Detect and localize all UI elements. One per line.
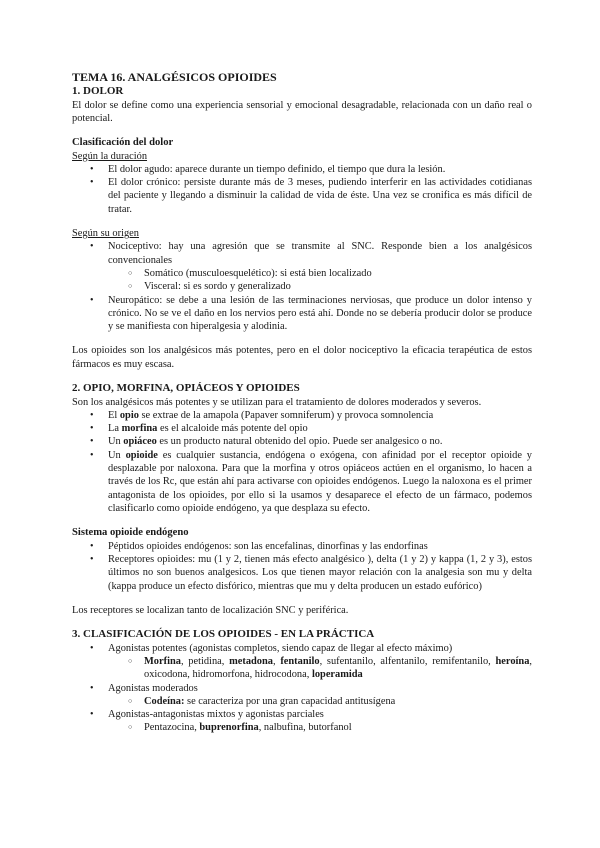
list-item: ○ Visceral: si es sordo y generalizado: [108, 280, 532, 293]
list-item: • Nociceptivo: hay una agresión que se transmite al SNC. Responde bien a los analgésicos convencionales ○ Somático (musculoesquelético): si está bien localizado ○ Visceral: si es sordo y generalizado: [72, 240, 532, 293]
list-item: • Receptores opioides: mu (1 y 2, tienen más efecto analgésico ), delta (1 y 2) y kappa (1, 2 y 3), estos últimos no son buenos analgesicos. Los que tienen mayor relación con la analgesia son mu y delta (kappa produce un efecto disfórico, mientras que mu y delta producen un estado eufórico): [72, 553, 532, 593]
opioides-note: Los opioides son los analgésicos más potentes, pero en el dolor nociceptivo la eficacia terapéutica de estos fármacos es muy escasa.: [72, 345, 532, 370]
list-item: • El dolor crónico: persiste durante más de 3 meses, pudiendo interferir en las actividades cotidianas del paciente y llegando a disminuir la calidad de vida de éste. Una vez se cronifica es más difícil de tratar.: [72, 176, 532, 216]
nociceptivo-sublist: [108, 267, 532, 294]
list-item: • La morfina es el alcaloide más potente del opio: [72, 422, 532, 435]
list-item: ○ Pentazocina, buprenorfina, nalbufina, butorfanol: [108, 721, 532, 734]
definitions-list: [72, 409, 532, 515]
list-item: • El dolor agudo: aparece durante un tiempo definido, el tiempo que dura la lesión.: [72, 163, 532, 176]
list-item: • Agonistas-antagonistas mixtos y agonistas parciales ○ Pentazocina, buprenorfina, nalbufina, butorfanol: [72, 708, 532, 735]
list-item: • Agonistas potentes (agonistas completos, siendo capaz de llegar al efecto máximo) ○ Morfina, petidina, metadona, fentanilo, sufentanilo, alfentanilo, remifentanilo, heroína, oxicodona, hidromorfona, hidrocodona, loperamida: [72, 642, 532, 682]
section-2-intro: Son los analgésicos más potentes y se utilizan para el tratamiento de dolores moderados y severos.: [72, 396, 482, 408]
moderados-sublist: [108, 695, 532, 708]
list-item: • Agonistas moderados ○ Codeína: se caracteriza por una gran capacidad antitusígena: [72, 682, 532, 709]
clasificacion-list: [72, 642, 532, 735]
section-1-heading: 1. DOLOR: [72, 85, 124, 97]
duracion-list: [72, 163, 532, 216]
document-title: TEMA 16. ANALGÉSICOS OPIOIDES: [72, 70, 277, 84]
document-page: [72, 70, 532, 735]
list-item: • Péptidos opioides endógenos: son las encefalinas, dinorfinas y las endorfinas: [72, 540, 532, 553]
list-item: ○ Codeína: se caracteriza por una gran capacidad antitusígena: [108, 695, 532, 708]
sistema-opioide-heading: Sistema opioide endógeno: [72, 527, 189, 539]
origen-list: [72, 240, 532, 333]
sistema-opioide-list: [72, 540, 532, 593]
list-item: • El opio se extrae de la amapola (Papaver somniferum) y provoca somnolencia: [72, 409, 532, 422]
section-2-heading: 2. OPIO, MORFINA, OPIÁCEOS Y OPIOIDES: [72, 382, 300, 395]
list-item: ○ Morfina, petidina, metadona, fentanilo, sufentanilo, alfentanilo, remifentanilo, heroína, oxicodona, hidromorfona, hidrocodona, loperamida: [108, 655, 532, 682]
receptores-localizacion: Los receptores se localizan tanto de localización SNC y periférica.: [72, 604, 349, 616]
list-item: • Un opiáceo es un producto natural obtenido del opio. Puede ser analgesico o no.: [72, 435, 532, 448]
list-item: • Un opioide es cualquier sustancia, endógena o exógena, con afinidad por el receptor opioide y desplazable por naloxona. Para que la morfina y otros opiáceos actúen en el organismo, lo hacen a través de los Rc, que están ahí para activarse con opioides endógenos. Luego la naloxona es el primer antagonista de los opioides, por ello si la usamos y desaparece el efecto de un fármaco, podemos clasificarlo como opioide endógeno, ya que desplaza su efecto.: [72, 449, 532, 515]
mixtos-sublist: [108, 721, 532, 734]
dolor-definition: El dolor se define como una experiencia sensorial y emocional desagradable, relacionada con un daño real o potencial.: [72, 99, 532, 124]
list-item: • Neuropático: se debe a una lesión de las terminaciones nerviosas, que produce un dolor intenso y crónico. No se ve el daño en los nervios pero está ahí. Donde no se debería producir dolor se produce y se manifiesta con hiperalgesia y alodinia.: [72, 294, 532, 334]
clasificacion-heading: Clasificación del dolor: [72, 137, 174, 149]
section-3-heading: 3. CLASIFICACIÓN DE LOS OPIOIDES - EN LA PRÁCTICA: [72, 628, 375, 641]
list-item: ○ Somático (musculoesquelético): si está bien localizado: [108, 267, 532, 280]
potentes-sublist: [108, 655, 532, 682]
origen-subheading: Según su origen: [72, 228, 139, 240]
duracion-subheading: Según la duración: [72, 150, 148, 162]
